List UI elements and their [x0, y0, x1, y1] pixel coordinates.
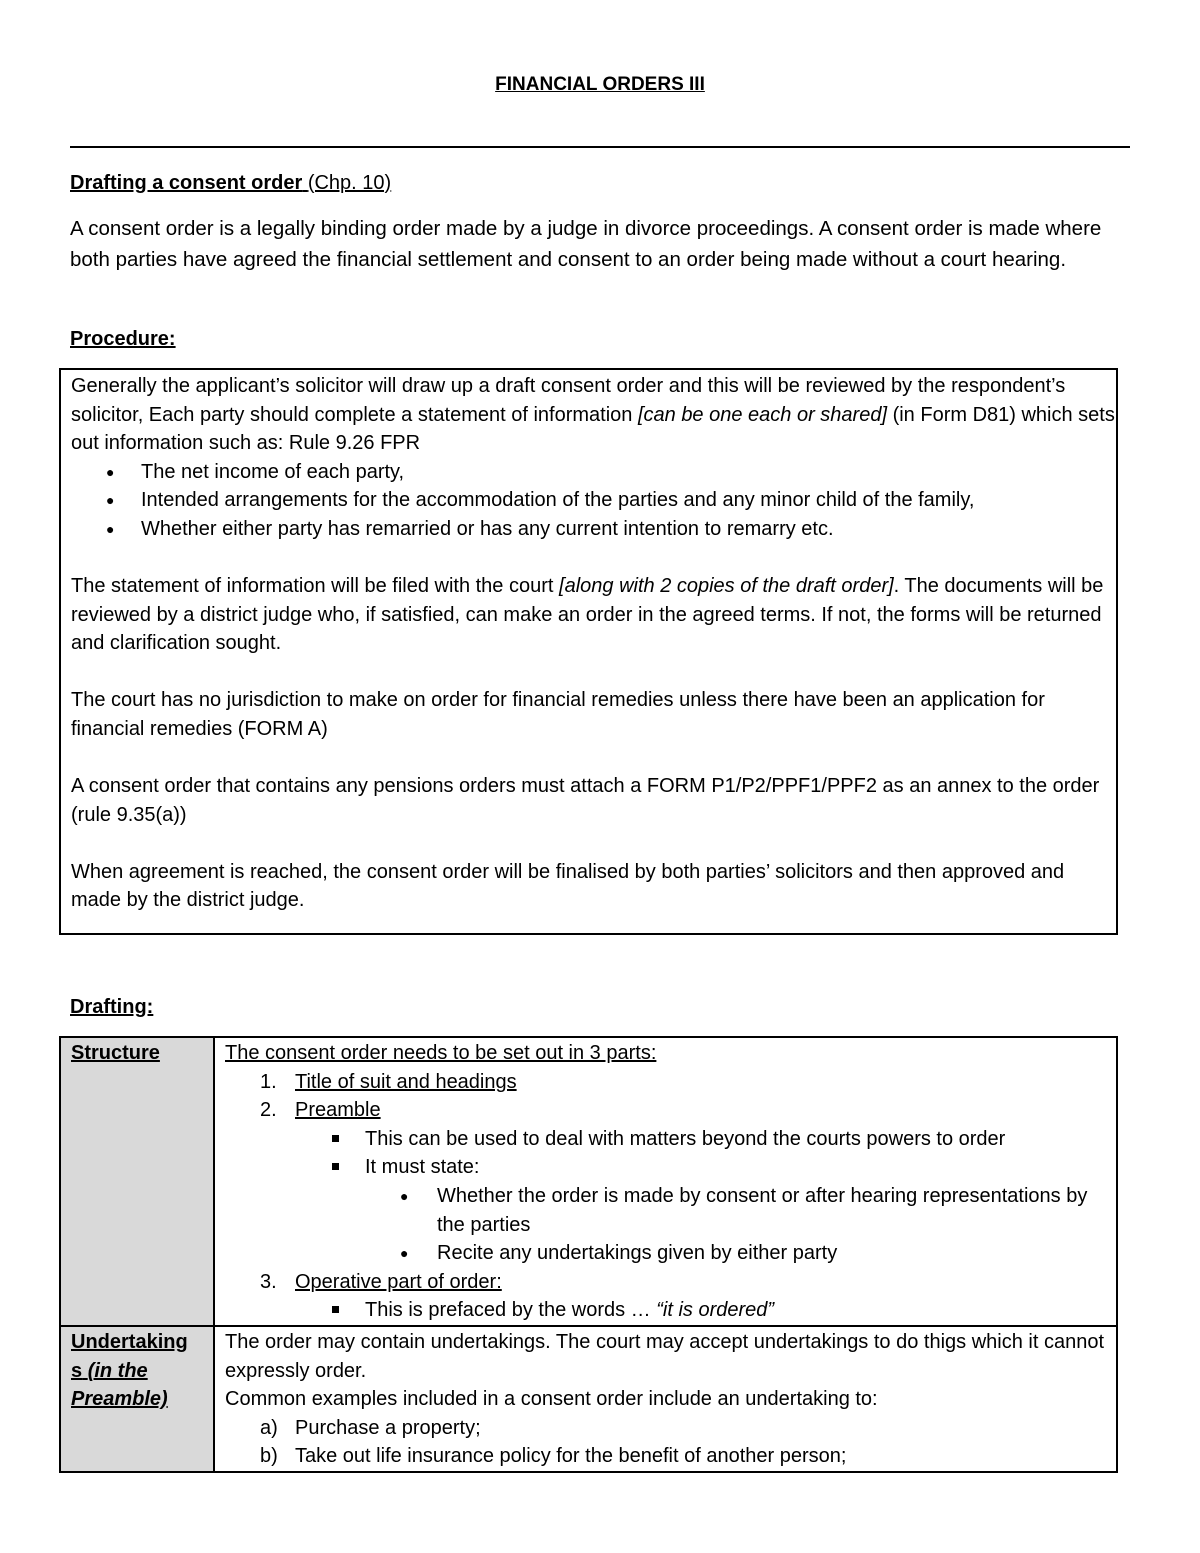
structure-intro: The consent order needs to be set out in 3 parts:	[225, 1042, 657, 1064]
operative-prefix: This is prefaced by the words …	[365, 1299, 657, 1322]
list-number: a)	[260, 1416, 278, 1439]
list-number: b)	[260, 1445, 278, 1468]
structure-parts-list	[225, 1068, 1110, 1325]
operative-points	[295, 1296, 1110, 1325]
list-item: ● Whether the order is made by consent or after hearing representations by the parties	[437, 1182, 1110, 1239]
procedure-box	[59, 368, 1118, 935]
procedure-heading: Procedure:	[70, 328, 176, 350]
list-item	[260, 1096, 1110, 1268]
p1-end: (in Form D81) which sets out information such as: Rule 9.26 FPR	[71, 403, 1115, 455]
list-item	[365, 1296, 1110, 1325]
list-item: ● The net income of each party,	[141, 458, 1116, 487]
must-state-label: It must state:	[365, 1156, 480, 1179]
list-item	[260, 1442, 1110, 1471]
page-title: FINANCIAL ORDERS III	[495, 74, 705, 95]
section-heading-suffix: (Chp. 10)	[307, 172, 392, 194]
undertakings-content	[214, 1326, 1117, 1472]
operative-quote: “it is ordered”	[656, 1299, 775, 1322]
structure-content	[214, 1037, 1117, 1326]
procedure-paragraph-2	[71, 572, 1116, 658]
undertakings-label-3: (in the Preamble)	[71, 1359, 168, 1411]
part-title: Title of suit and headings	[295, 1070, 517, 1093]
preamble-points	[295, 1125, 1110, 1268]
intro-paragraph	[70, 214, 1120, 276]
undertakings-list	[225, 1414, 1110, 1471]
undertaking-text: Take out life insurance policy for the benefit of another person;	[295, 1445, 847, 1468]
list-number: 2.	[260, 1099, 277, 1122]
undertakings-label	[60, 1326, 214, 1472]
list-number: 1.	[260, 1070, 277, 1093]
list-item	[365, 1153, 1110, 1267]
list-item	[260, 1414, 1110, 1443]
must-state-list	[365, 1182, 1110, 1268]
intro-text: A consent order is a legally binding order made by a judge in divorce proceedings. A consent order is made where both parties have agreed the financial settlement and consent to an order being made without a court hearing.	[70, 217, 1102, 271]
table-row	[60, 1326, 1117, 1472]
undertakings-text-2: Common examples included in a consent order include an undertaking to:	[225, 1388, 878, 1411]
table-row	[60, 1037, 1117, 1326]
drafting-table	[59, 1036, 1118, 1473]
list-item: This can be used to deal with matters beyond the courts powers to order	[365, 1125, 1110, 1154]
undertaking-text: Purchase a property;	[295, 1416, 481, 1439]
section-heading-consent-order	[70, 169, 391, 197]
procedure-paragraph-1	[71, 372, 1116, 458]
undertakings-label-2: s	[71, 1359, 83, 1382]
list-item	[260, 1268, 1110, 1325]
list-item	[260, 1068, 1110, 1097]
structure-label: Structure	[60, 1037, 214, 1326]
list-number: 3.	[260, 1270, 277, 1293]
section-heading-text: Drafting a consent order	[70, 172, 303, 194]
list-item: ● Recite any undertakings given by either party	[437, 1239, 1110, 1268]
p1-start: Generally the applicant’s solicitor will draw up a draft consent order and this will be reviewed by the respondent’s solicitor, Each party should complete a statement of information	[71, 375, 1066, 426]
list-item: ● Intended arrangements for the accommodation of the parties and any minor child of the family,	[141, 486, 1116, 515]
procedure-paragraph-5: When agreement is reached, the consent order will be finalised by both parties’ solicitors and then approved and made by the district judge.	[71, 860, 1065, 912]
p2-start: The statement of information will be filed with the court	[71, 575, 560, 598]
p2-end: . The documents will be reviewed by a district judge who, if satisfied, can make an order in the agreed terms. If not, the forms will be returned and clarification sought.	[71, 575, 1104, 655]
list-item: ● Whether either party has remarried or has any current intention to remarry etc.	[141, 515, 1116, 544]
undertakings-label-1: Undertaking	[71, 1330, 188, 1353]
p1-italic: [can be one each or shared]	[637, 403, 888, 426]
procedure-paragraph-4: A consent order that contains any pensions orders must attach a FORM P1/P2/PPF1/PPF2 as an annex to the order (rule 9.35(a))	[71, 775, 1100, 826]
part-title: Preamble	[295, 1099, 381, 1122]
procedure-paragraph-3: The court has no jurisdiction to make on order for financial remedies unless there have been an application for financial remedies (FORM A)	[71, 689, 1045, 740]
procedure-bullet-list	[71, 458, 1116, 544]
undertakings-text-1: The order may contain undertakings. The court may accept undertakings to do thigs which it cannot expressly order.	[225, 1330, 1105, 1382]
horizontal-rule	[70, 146, 1130, 148]
drafting-heading: Drafting:	[70, 996, 154, 1018]
part-title: Operative part of order:	[295, 1270, 502, 1293]
p2-italic: [along with 2 copies of the draft order]	[559, 575, 894, 598]
